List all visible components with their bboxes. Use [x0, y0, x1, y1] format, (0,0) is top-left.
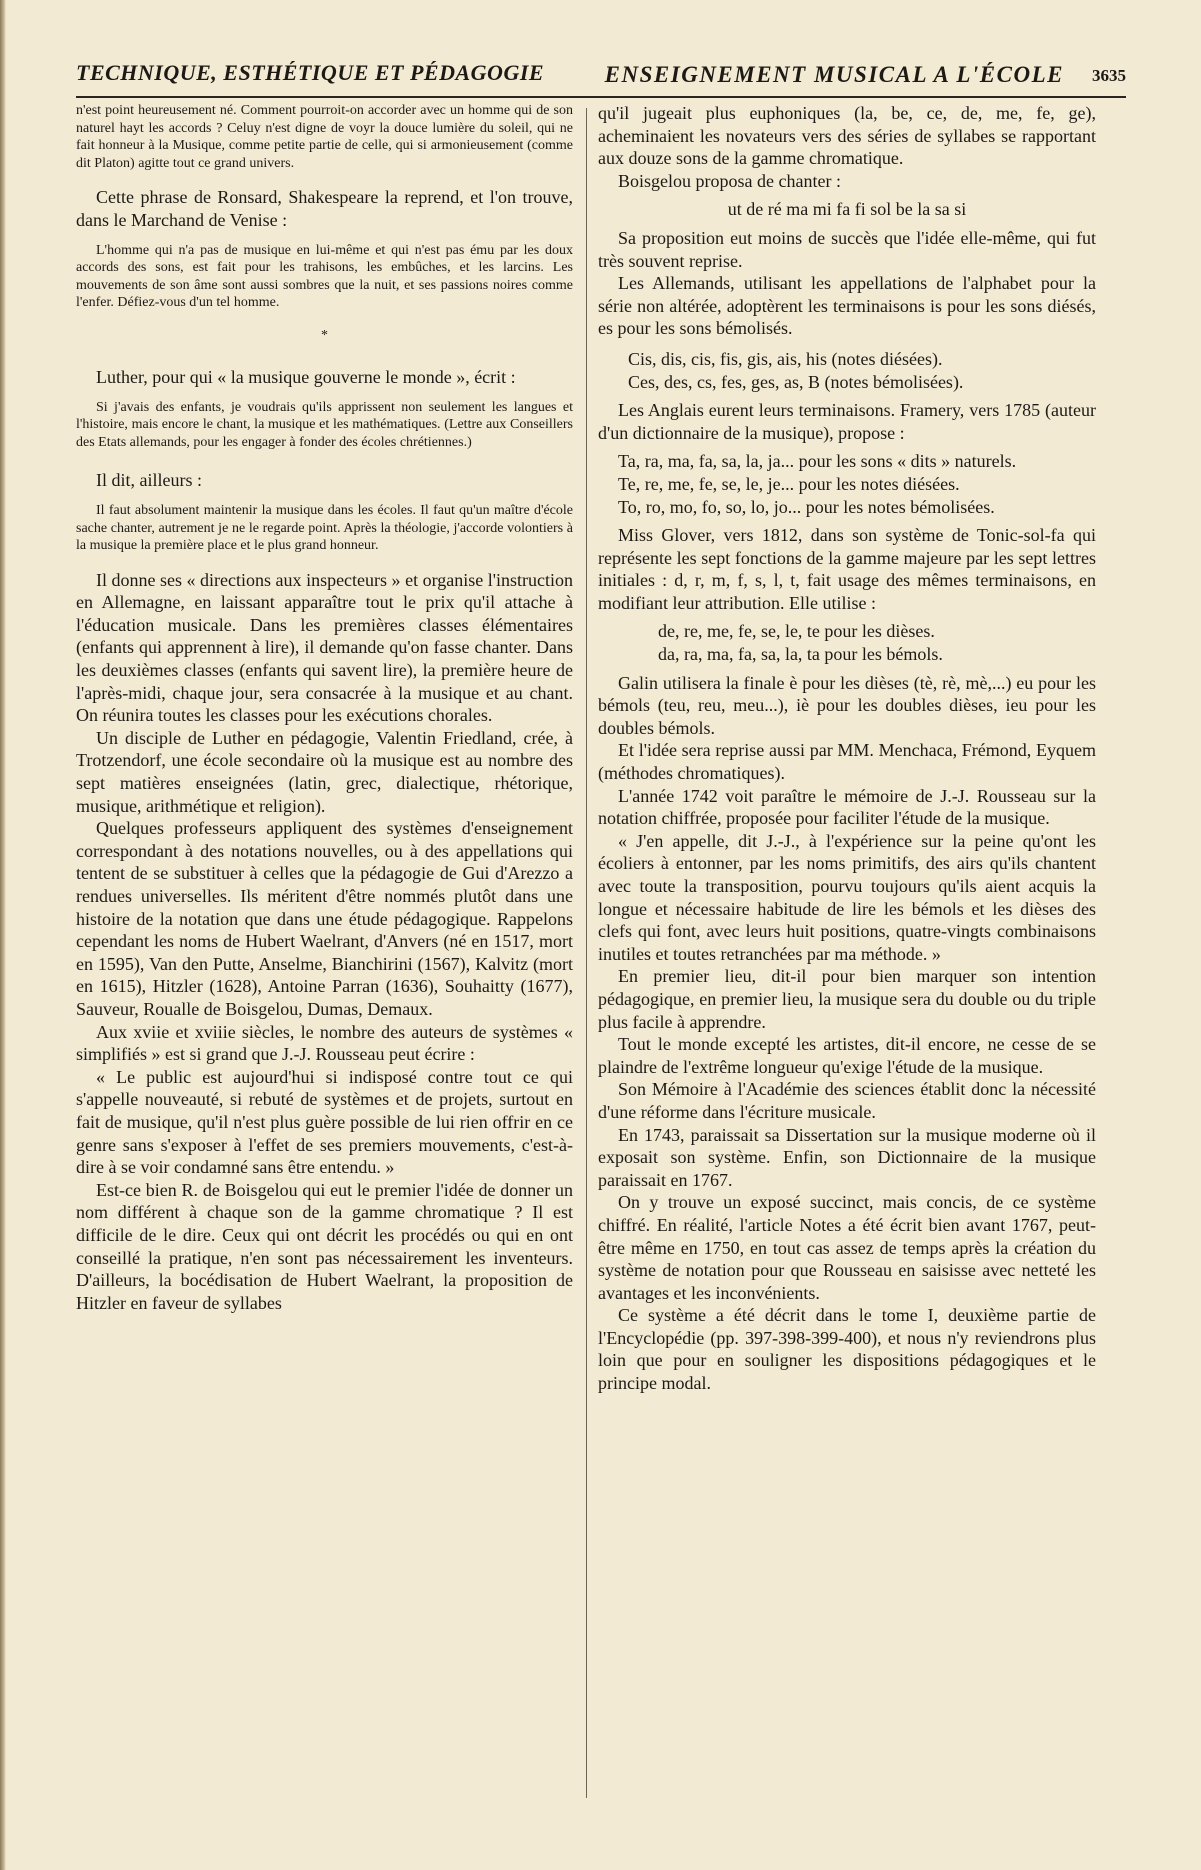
paragraph: Un disciple de Luther en pédagogie, Valentin Friedland, crée, à Trotzendorf, une école secondaire où la musique est au nombre des sept matières enseignées (latin, grec, dialectique, rhétorique, musique, arithmétique et religion).	[76, 727, 573, 816]
syllable-list-item: Ta, ra, ma, fa, sa, la, ja... pour les sons « dits » naturels.	[618, 451, 1017, 472]
syllable-list-item: Te, re, me, fe, se, le, je... pour les notes diésées.	[618, 473, 960, 494]
page-edge	[0, 0, 6, 1870]
quotation: « J'en appelle, dit J.-J., à l'expérience sur la peine qu'ont les écoliers à entonner, par les noms primitifs, des airs qu'ils chantent avec toute la transposition, pourvu toujours qu'ils aient acquis la longue et nécessaire habitude de lire les bémols et les dièses des clefs qui font, avec leurs huit positions, quatre-vingts combinaisons inutiles et toutes retranchées par ma méthode. »	[598, 830, 1096, 964]
paragraph: Il dit, ailleurs :	[96, 470, 202, 491]
left-column	[76, 102, 573, 1314]
paragraph: Son Mémoire à l'Académie des sciences établit donc la nécessité d'une réforme dans l'écriture musicale.	[598, 1079, 1096, 1122]
paragraph: On y trouve un exposé succinct, mais concis, de ce système chiffré. En réalité, l'article Notes a été écrit bien avant 1767, peut-être même en 1750, en tout cas assez de temps après la création du système de notation pour que Rousseau en saisisse avec netteté les avantages et les inconvénients.	[598, 1192, 1096, 1303]
running-header	[76, 56, 1126, 98]
block-quote: L'homme qui n'a pas de musique en lui-même et qui n'est pas ému par les doux accords des sons, est fait pour les trahisons, les embûches, et les larcins. Les mouvements de son âme sont aussi sombres que la nuit, et ses passions noires comme l'enfer. Défiez-vous d'un tel homme.	[76, 242, 573, 311]
paragraph: n'est point heureusement né. Comment pourroit-on accorder avec un homme qui de son naturel hayt les accords ? Celuy n'est digne de voyr la douce lumière du soleil, qui ne fait honneur à la Musique, comme petite partie de celle, qui si armonieusement (comme dit Platon) agitte tout ce grand univers.	[76, 103, 573, 171]
header-right-title: ENSEIGNEMENT MUSICAL A L'ÉCOLE	[604, 62, 1064, 87]
paragraph: Les Anglais eurent leurs terminaisons. Framery, vers 1785 (auteur d'un dictionnaire de la musique), propose :	[598, 400, 1096, 443]
paragraph: En 1743, paraissait sa Dissertation sur la musique moderne où il exposait son système. Enfin, son Dictionnaire de la musique paraissait en 1767.	[598, 1124, 1096, 1190]
paragraph: Cette phrase de Ronsard, Shakespeare la reprend, et l'on trouve, dans le Marchand de Venise :	[76, 187, 573, 230]
syllable-list-item: To, ro, mo, fo, so, lo, jo... pour les notes bémolisées.	[618, 496, 995, 517]
syllable-list-item: Cis, dis, cis, fis, gis, ais, his (notes diésées).	[628, 348, 943, 369]
paragraph: En premier lieu, dit-il pour bien marquer son intention pédagogique, en premier lieu, la musique sera du double ou du triple plus facile à apprendre.	[598, 966, 1096, 1032]
right-column	[598, 102, 1096, 1395]
paragraph: Galin utilisera la finale è pour les dièses (tè, rè, mè,...) eu pour les bémols (teu, reu, meu...), iè pour les doubles dièses, ieu pour les doubles bémols.	[598, 672, 1096, 738]
paragraph: Quelques professeurs appliquent des systèmes d'enseignement correspondant à des notations nouvelles, ou à des appellations qui tentent de se substituer à celles que la pédagogie de Gui d'Arezzo a rendues universelles. Ils méritent d'être nommés plutôt dans une histoire de la notation que dans une étude pédagogique. Rappelons cependant les noms de Hubert Waelrant, d'Anvers (né en 1517, mort en 1595), Van den Putte, Anselme, Bianchirini (1567), Kalvitz (mort en 1615), Hitzler (1628), Antoine Parran (1636), Souhaitty (1677), Sauveur, Roualle de Boisgelou, Dumas, Demaux.	[76, 818, 573, 1019]
paragraph: Et l'idée sera reprise aussi par MM. Menchaca, Frémond, Eyquem (méthodes chromatiques).	[598, 740, 1096, 784]
paragraph: Ce système a été décrit dans le tome I, deuxième partie de l'Encyclopédie (pp. 397-398-399-400), et nous n'y reviendrons plus loin que pour en souligner les dispositions pédagogiques et le principe modal.	[598, 1305, 1096, 1394]
paragraph: Aux xviie et xviiie siècles, le nombre des auteurs de systèmes « simplifiés » est si grand que J.-J. Rousseau peut écrire :	[76, 1021, 573, 1065]
quotation: « Le public est aujourd'hui si indisposé contre tout ce qui s'appelle nouveauté, si rebuté de systèmes et de projets, surtout en fait de musique, qu'il n'est plus guère possible de lui rien offrir en ce genre sans s'exposer à l'effet de ses premiers mouvements, c'est-à-dire à se voir condamné sans être entendu. »	[76, 1066, 573, 1178]
paragraph: L'année 1742 voit paraître le mémoire de J.-J. Rousseau sur la notation chiffrée, proposée pour faciliter l'étude de la musique.	[598, 785, 1096, 829]
paragraph: Tout le monde excepté les artistes, dit-il encore, ne cesse de se plaindre de l'extrême longueur qu'exige l'étude de la musique.	[598, 1034, 1096, 1077]
paragraph: qu'il jugeait plus euphoniques (la, be, ce, de, me, fe, ge), acheminaient les novateurs vers des séries de syllabes se rapportant aux douze sons de la gamme chromatique.	[598, 103, 1096, 169]
syllable-list-item: da, ra, ma, fa, sa, la, ta pour les bémols.	[658, 644, 943, 665]
page-number: 3635	[1092, 66, 1126, 85]
block-quote: Il faut absolument maintenir la musique dans les écoles. Il faut qu'un maître d'école sache chanter, autrement je ne le regarde point. Après la théologie, j'accorde volontiers à la musique la première place et le plus grand honneur.	[76, 502, 573, 554]
paragraph: Luther, pour qui « la musique gouverne le monde », écrit :	[96, 366, 516, 387]
syllable-series: ut de ré ma mi fa fi sol be la sa si	[727, 199, 967, 220]
section-separator: *	[321, 327, 328, 343]
syllable-list-item: Ces, des, cs, fes, ges, as, B (notes bémolisées).	[628, 371, 964, 392]
paragraph: Sa proposition eut moins de succès que l'idée elle-même, qui fut très souvent reprise.	[598, 227, 1096, 271]
paragraph: Il donne ses « directions aux inspecteurs » et organise l'instruction en Allemagne, en laissant apparaître tout le prix qu'il attache à l'éducation musicale. Dans les premières classes élémentaires (enfants qui apprennent à lire), il demande qu'on fasse chanter. Dans les deuxièmes classes (enfants qui savent lire), la première heure de l'après-midi, chaque jour, sera consacrée à la musique et au chant. On réunira toutes les classes pour les exécutions chorales.	[76, 569, 573, 726]
paragraph: Est-ce bien R. de Boisgelou qui eut le premier l'idée de donner un nom différent à chaque son de la gamme chromatique ? Il est difficile de le dire. Ceux qui ont décrit les procédés ou qui en ont conseillé la pratique, n'en sont pas nécessairement les inventeurs. D'ailleurs, la bocédisation de Hubert Waelrant, la proposition de Hitzler en faveur de syllabes	[76, 1179, 573, 1313]
block-quote: Si j'avais des enfants, je voudrais qu'ils apprissent non seulement les langues et l'histoire, mais encore le chant, la musique et les mathématiques. (Lettre aux Conseillers des Etats allemands, pour les engager à fonder des écoles chrétiennes.)	[76, 399, 573, 450]
column-divider	[586, 108, 587, 1798]
paragraph: Boisgelou proposa de chanter :	[618, 170, 841, 191]
paragraph: Miss Glover, vers 1812, dans son système de Tonic-sol-fa qui représente les sept fonctions de la gamme majeure par les sept lettres initiales : d, r, m, f, s, l, t, fait usage des mêmes terminaisons, en modifiant leur attribution. Elle utilise :	[598, 525, 1096, 613]
syllable-list-item: de, re, me, fe, se, le, te pour les dièses.	[658, 621, 935, 642]
paragraph: Les Allemands, utilisant les appellations de l'alphabet pour la série non altérée, adoptèrent les terminaisons is pour les sons diésés, es pour les sons bémolisés.	[598, 273, 1096, 339]
header-left-title: TECHNIQUE, ESTHÉTIQUE ET PÉDAGOGIE	[76, 60, 545, 85]
